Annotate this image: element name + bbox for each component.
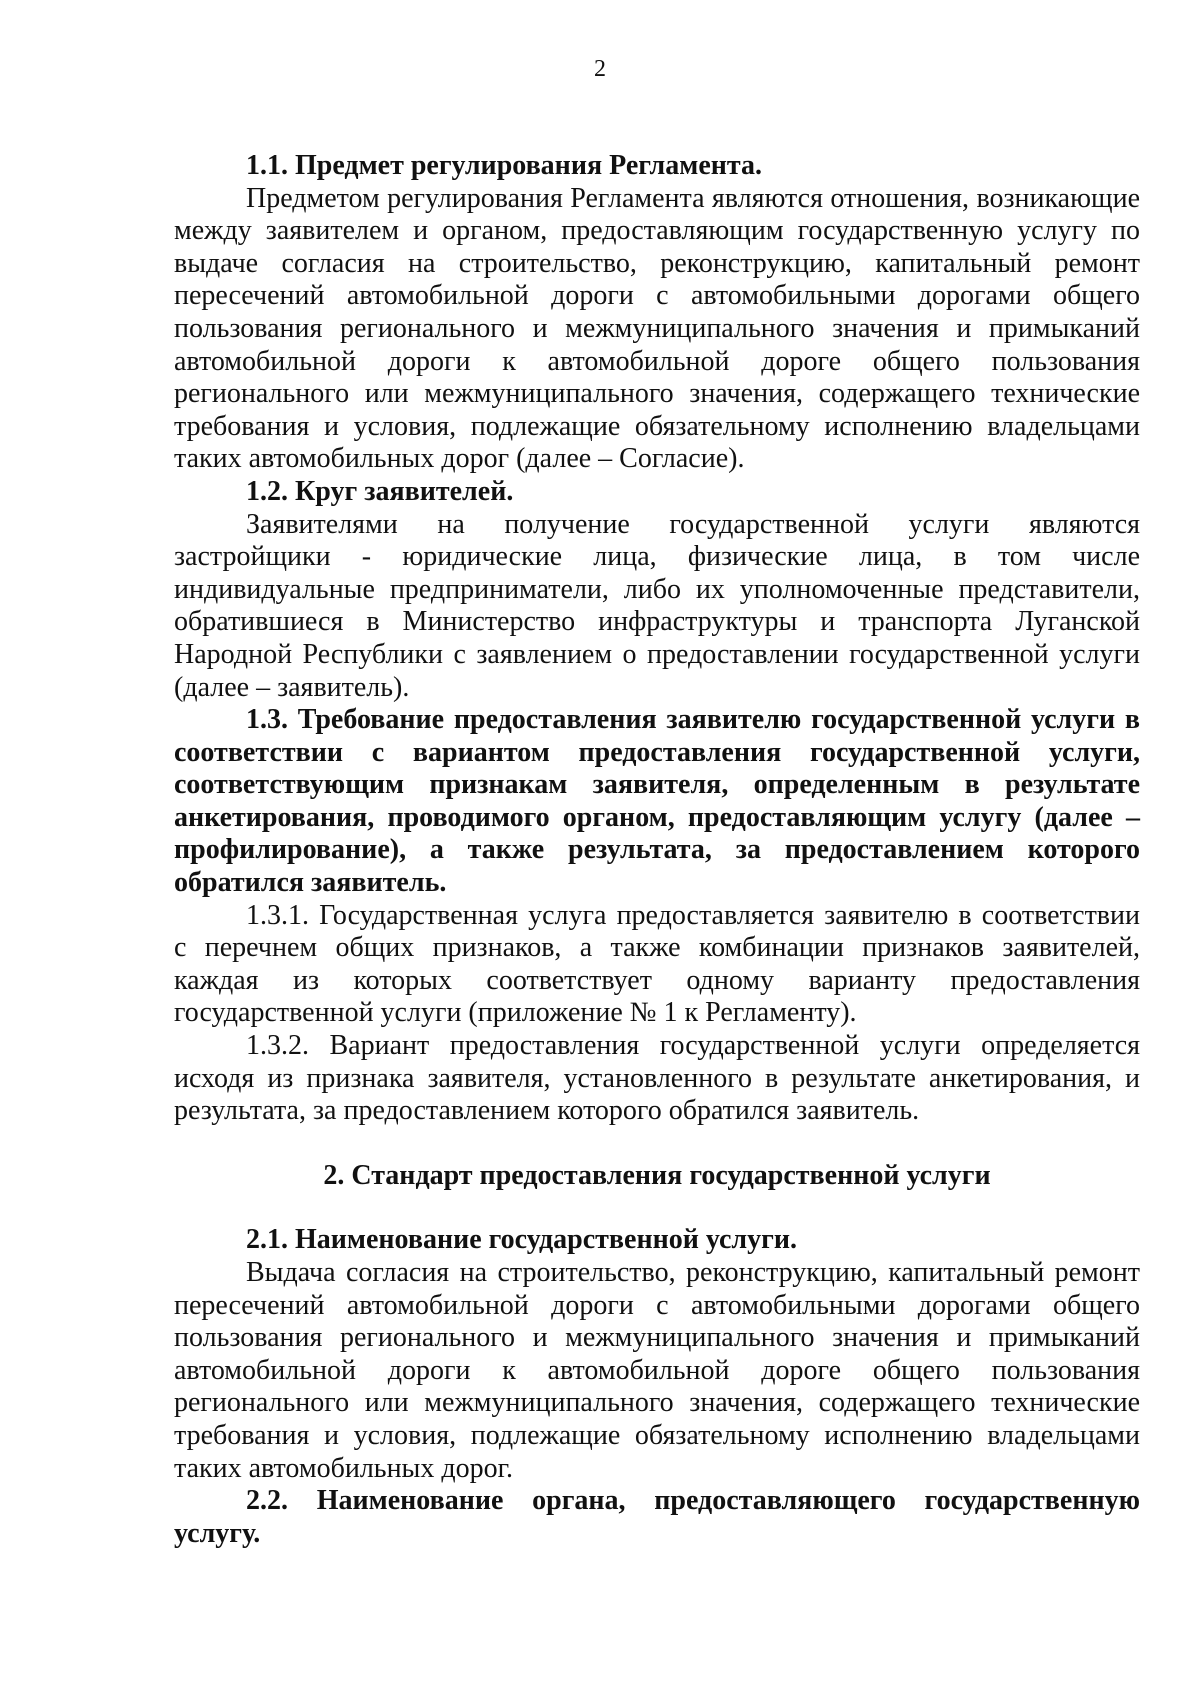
section-2-1-heading: 2.1. Наименование государственной услуги. <box>246 1224 797 1256</box>
section-2-1-paragraph: Выдача согласия на строительство, реконструкцию, капитальный ремонт пересечений автомобильной дороги с автомобильными дорогами общего пользования регионального и межмуниципального значения и примыканий автомобильной дороги к автомобильной дороге общего пользования регионального или межмуниципального значения, содержащего технические требования и условия, подлежащие обязательному исполнению владельцами таких автомобильных дорог. <box>174 1257 1140 1484</box>
section-1-2-heading: 1.2. Круг заявителей. <box>246 475 514 507</box>
page-number: 2 <box>594 56 606 82</box>
section-1-3-heading: 1.3. Требование предоставления заявителю государственной услуги в соответствии с вариантом предоставления государственной услуги, соответствующим признакам заявителя, определенным в результате анкетирования, проводимого органом, предоставляющим услугу (далее – профилирование), а также результата, за предоставлением которого обратился заявитель. <box>174 704 1140 899</box>
chapter-2-title: 2. Стандарт предоставления государственной услуги <box>323 1159 991 1191</box>
section-1-1-heading: 1.1. Предмет регулирования Регламента. <box>246 150 762 181</box>
section-1-3-1-paragraph: 1.3.1. Государственная услуга предоставляется заявителю в соответствии с перечнем общих признаков, а также комбинации признаков заявителей, каждая из которых соответствует одному варианту предоставления государственной услуги (приложение № 1 к Регламенту). <box>174 899 1140 1029</box>
section-1-2-paragraph: Заявителями на получение государственной услуги являются застройщики - юридические лица, физические лица, в том числе индивидуальные предприниматели, либо их уполномоченные представители, обратившиеся в Министерство инфраструктуры и транспорта Луганской Народной Республики с заявлением о предоставлении государственной услуги (далее – заявитель). <box>174 508 1140 703</box>
section-1-1-paragraph: Предметом регулирования Регламента являются отношения, возникающие между заявителем и органом, предоставляющим государственную услугу по выдаче согласия на строительство, реконструкцию, капитальный ремонт пересечений автомобильной дороги с автомобильными дорогами общего пользования регионального и межмуниципального значения и примыканий автомобильной дороги к автомобильной дороге общего пользования регионального или межмуниципального значения, содержащего технические требования и условия, подлежащие обязательному исполнению владельцами таких автомобильных дорог (далее – Согласие). <box>174 182 1140 475</box>
section-2-2-heading: 2.2. Наименование органа, предоставляющего государственную услугу. <box>174 1485 1140 1549</box>
document-body <box>174 150 1140 1550</box>
section-1-3-2-paragraph: 1.3.2. Вариант предоставления государственной услуги определяется исходя из признака заявителя, установленного в результате анкетирования, и результата, за предоставлением которого обратился заявитель. <box>174 1030 1140 1127</box>
